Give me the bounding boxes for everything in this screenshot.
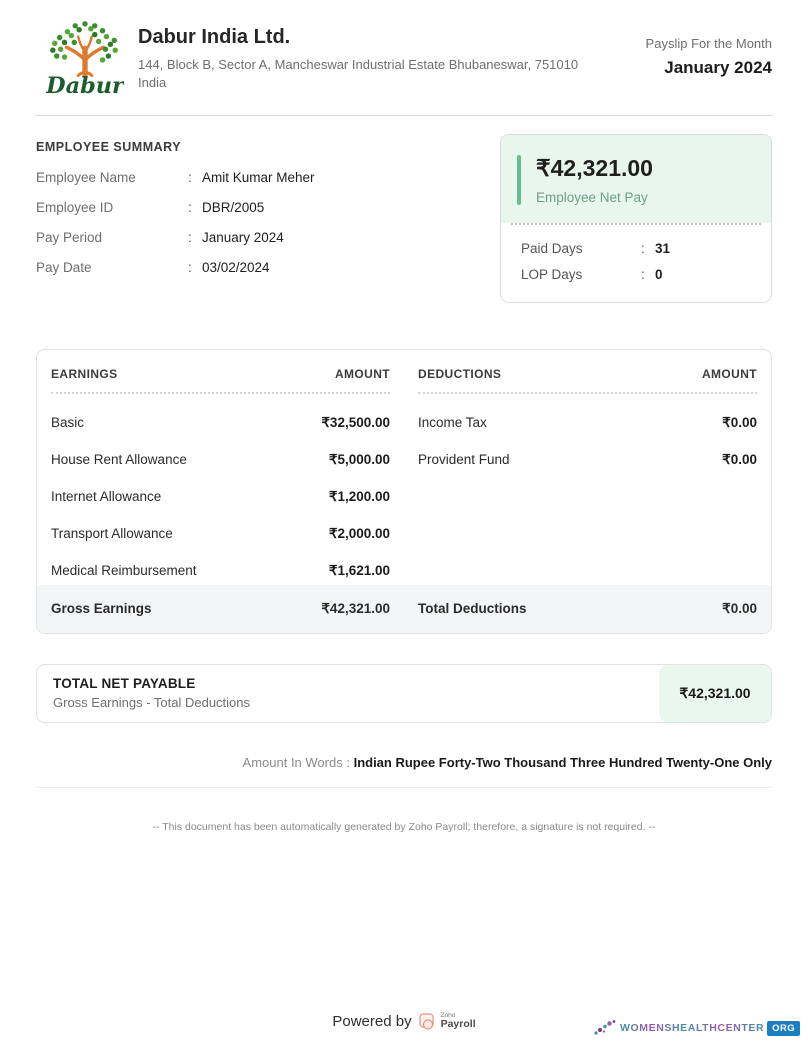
table-row — [51, 415, 390, 431]
green-accent-bar — [517, 155, 521, 205]
earning-amount: ₹1,621.00 — [328, 563, 390, 578]
colon-separator — [188, 170, 202, 185]
watermark-org-badge: ORG — [767, 1021, 800, 1036]
gross-earnings-label: Gross Earnings — [51, 601, 152, 616]
earnings-title: EARNINGS — [51, 367, 118, 381]
days-summary — [501, 225, 771, 302]
field-value: 03/02/2024 — [202, 260, 270, 275]
powered-by-label: Powered by — [332, 1013, 412, 1030]
company-logo — [46, 16, 124, 105]
table-row — [51, 452, 390, 468]
zoho-wordmark — [441, 1013, 476, 1031]
employee-summary-title: EMPLOYEE SUMMARY — [36, 140, 182, 154]
colon-separator: : — [346, 755, 354, 770]
totals-row — [37, 585, 771, 633]
deductions-column — [404, 350, 771, 585]
payslip-for-month-label: Payslip For the Month — [645, 36, 772, 51]
total-deductions-label: Total Deductions — [418, 601, 527, 616]
gross-earnings-cell — [37, 585, 404, 633]
site-watermark — [593, 1019, 800, 1037]
table-row — [51, 489, 390, 505]
table-row — [418, 415, 757, 431]
colon-separator — [641, 241, 655, 256]
deduction-label: Provident Fund — [418, 452, 510, 467]
deduction-amount: ₹0.00 — [722, 452, 757, 467]
zoho-payroll-logo — [419, 1012, 476, 1031]
zoho-payroll-icon — [419, 1012, 438, 1031]
earning-label: House Rent Allowance — [51, 452, 187, 467]
zoho-label: Zoho — [440, 1011, 456, 1019]
table-row — [51, 526, 390, 542]
header — [36, 0, 772, 116]
deduction-label: Income Tax — [418, 415, 487, 430]
field-label: Paid Days — [521, 241, 583, 256]
field-value: Amit Kumar Meher — [202, 170, 315, 185]
table-row — [418, 452, 757, 468]
field-value: DBR/2005 — [202, 200, 265, 215]
earning-amount: ₹32,500.00 — [321, 415, 390, 430]
watermark-dots-icon — [593, 1019, 617, 1037]
earning-amount: ₹2,000.00 — [328, 526, 390, 541]
pay-date-row — [36, 260, 315, 275]
company-block — [138, 16, 646, 92]
field-label: Pay Date — [36, 260, 92, 275]
total-deductions-cell — [404, 585, 771, 633]
total-net-payable-amount: ₹42,321.00 — [659, 665, 771, 722]
colon-separator — [188, 230, 202, 245]
total-net-payable-box — [36, 664, 772, 723]
company-address — [138, 56, 588, 92]
colon-separator — [641, 267, 655, 282]
gross-earnings-amount: ₹42,321.00 — [321, 601, 390, 616]
summary-section — [36, 116, 772, 303]
lop-days-row — [521, 267, 751, 282]
pay-period-row — [36, 230, 315, 245]
earnings-header — [51, 367, 390, 394]
earning-amount: ₹5,000.00 — [328, 452, 390, 467]
field-value: 0 — [655, 267, 663, 282]
earning-label: Transport Allowance — [51, 526, 173, 541]
dabur-tree-icon — [46, 16, 124, 100]
payroll-label: Payroll — [440, 1018, 476, 1031]
net-pay-highlight — [501, 135, 771, 223]
amount-header: AMOUNT — [701, 367, 757, 381]
deductions-header — [418, 367, 757, 394]
table-row — [51, 563, 390, 579]
amount-in-words — [36, 755, 772, 788]
earnings-deductions-table — [36, 349, 772, 634]
earning-label: Internet Allowance — [51, 489, 162, 504]
company-name: Dabur India Ltd. — [138, 26, 291, 48]
address-line1: 144, Block B, Sector A, Mancheswar Industrial Estate Bhubaneswar, 751010 — [138, 57, 579, 72]
earning-label: Medical Reimbursement — [51, 563, 197, 578]
total-net-payable-formula: Gross Earnings - Total Deductions — [53, 695, 251, 710]
deduction-amount: ₹0.00 — [722, 415, 757, 430]
field-value: 31 — [655, 241, 671, 256]
field-label: Employee Name — [36, 170, 136, 185]
employee-id-row — [36, 200, 315, 215]
total-deductions-amount: ₹0.00 — [722, 601, 757, 616]
employee-summary — [36, 116, 315, 290]
logo-wordmark: Dabur — [46, 73, 124, 100]
field-label: LOP Days — [521, 267, 583, 282]
address-line2: India — [138, 75, 167, 91]
paid-days-row — [521, 241, 751, 256]
earning-label: Basic — [51, 415, 85, 430]
amount-in-words-value: Indian Rupee Forty-Two Thousand Three Hundred Twenty-One Only — [353, 755, 772, 770]
colon-separator — [188, 260, 202, 275]
amount-header: AMOUNT — [334, 367, 390, 381]
field-value: January 2024 — [202, 230, 284, 245]
net-pay-caption: Employee Net Pay — [536, 190, 648, 205]
colon-separator — [188, 200, 202, 215]
deductions-title: DEDUCTIONS — [418, 367, 502, 381]
employee-name-row — [36, 170, 315, 185]
amount-in-words-label: Amount In Words — [242, 755, 347, 770]
earning-amount: ₹1,200.00 — [328, 489, 390, 504]
payslip-meta — [646, 16, 772, 78]
payslip-month: January 2024 — [664, 58, 772, 77]
total-net-payable-title: TOTAL NET PAYABLE — [53, 676, 196, 691]
field-label: Pay Period — [36, 230, 103, 245]
field-label: Employee ID — [36, 200, 114, 215]
watermark-text: WOMENSHEALTHCENTER — [619, 1022, 765, 1034]
net-pay-amount: ₹42,321.00 — [536, 155, 653, 181]
earnings-column — [37, 350, 404, 585]
auto-generated-disclaimer: -- This document has been automatically generated by Zoho Payroll; therefore, a signature is not required. -- — [152, 821, 656, 833]
net-pay-card — [500, 134, 772, 303]
